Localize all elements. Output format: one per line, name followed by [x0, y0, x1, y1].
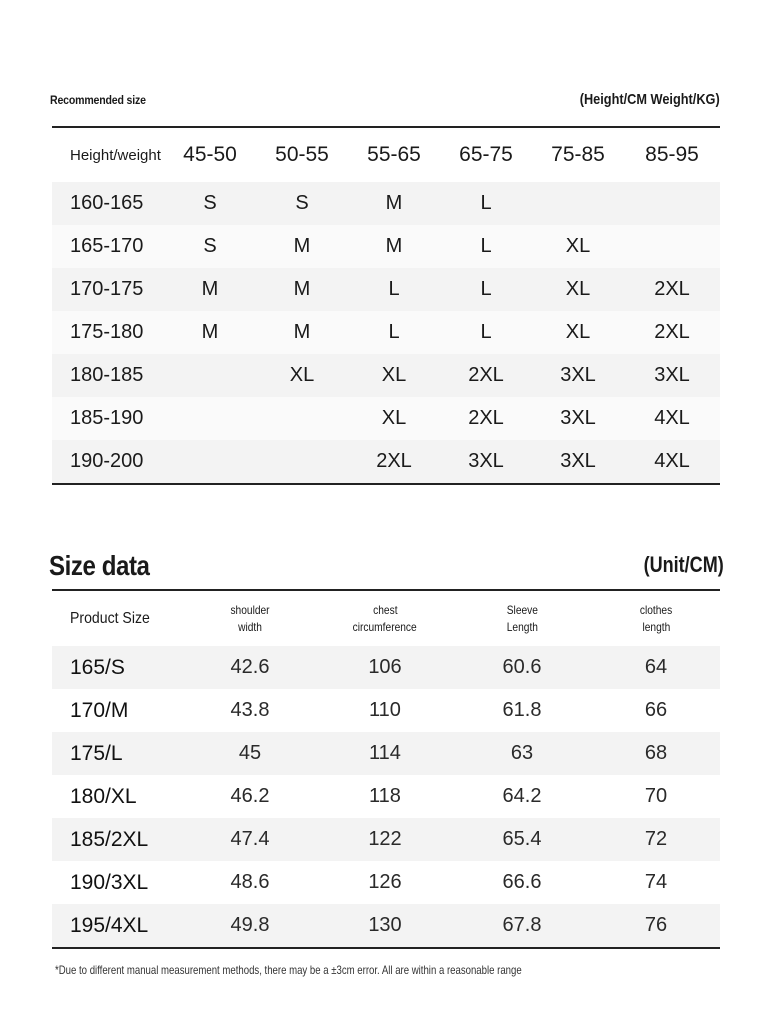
measurement-cell: 76 [592, 904, 720, 948]
measurement-cell: 64 [592, 646, 720, 689]
size-cell: L [440, 268, 532, 311]
size-cell [624, 225, 720, 268]
measurement-cell: 72 [592, 818, 720, 861]
size-cell: L [440, 182, 532, 225]
measurement-cell: 64.2 [452, 775, 592, 818]
size-cell: L [348, 311, 440, 354]
height-range-cell: 190-200 [52, 440, 164, 484]
size-cell: L [440, 225, 532, 268]
measurement-cell: 70 [592, 775, 720, 818]
column-header: clothes length [639, 602, 673, 634]
height-range-cell: 160-165 [52, 182, 164, 225]
product-size-cell: 170/M [52, 689, 182, 732]
size-cell: M [256, 225, 348, 268]
size-cell: 2XL [440, 397, 532, 440]
table-row [52, 354, 720, 397]
measurement-cell: 60.6 [452, 646, 592, 689]
column-header: Sleeve Length [506, 602, 538, 634]
size-data-header-row [52, 590, 720, 646]
height-weight-corner: Height/weight [52, 127, 164, 182]
measurement-disclaimer: *Due to different manual measurement methods, there may be a ±3cm error. All are within a reasonable range [55, 963, 522, 977]
size-cell [164, 440, 256, 484]
size-cell: 2XL [348, 440, 440, 484]
weight-column-header: 85-95 [624, 127, 720, 182]
product-size-header: Product Size [70, 610, 150, 627]
measurement-cell: 68 [592, 732, 720, 775]
size-cell: 2XL [624, 268, 720, 311]
size-data-unit: (Unit/CM) [643, 552, 724, 577]
measurement-cell: 66 [592, 689, 720, 732]
size-cell: XL [256, 354, 348, 397]
recommended-size-unit: (Height/CM Weight/KG) [580, 91, 720, 108]
size-cell: L [348, 268, 440, 311]
column-header: chest circumference [352, 602, 418, 634]
measurement-cell: 63 [452, 732, 592, 775]
size-cell: L [440, 311, 532, 354]
product-size-cell: 175/L [52, 732, 182, 775]
size-cell [256, 397, 348, 440]
column-header: shoulder width [230, 602, 270, 634]
table-row [52, 268, 720, 311]
height-range-cell: 170-175 [52, 268, 164, 311]
measurement-cell: 126 [318, 861, 452, 904]
height-range-cell: 165-170 [52, 225, 164, 268]
weight-column-header: 55-65 [348, 127, 440, 182]
measurement-cell: 46.2 [182, 775, 318, 818]
size-cell: M [256, 268, 348, 311]
table-row [52, 904, 720, 948]
weight-column-header: 75-85 [532, 127, 624, 182]
table-row [52, 440, 720, 484]
size-cell: 2XL [624, 311, 720, 354]
size-cell [164, 397, 256, 440]
table-row [52, 818, 720, 861]
measurement-cell: 43.8 [182, 689, 318, 732]
size-cell: XL [348, 354, 440, 397]
measurement-cell: 67.8 [452, 904, 592, 948]
recommended-size-table [52, 126, 720, 485]
measurement-cell: 42.6 [182, 646, 318, 689]
size-cell: S [164, 182, 256, 225]
size-cell: 4XL [624, 440, 720, 484]
measurement-cell: 45 [182, 732, 318, 775]
table-row [52, 311, 720, 354]
measurement-cell: 110 [318, 689, 452, 732]
size-cell: M [164, 311, 256, 354]
size-cell [256, 440, 348, 484]
size-cell: M [348, 225, 440, 268]
size-cell: XL [532, 225, 624, 268]
size-cell: M [256, 311, 348, 354]
measurement-cell: 74 [592, 861, 720, 904]
size-cell: M [348, 182, 440, 225]
size-data-table [52, 589, 720, 949]
table-row [52, 775, 720, 818]
size-cell: XL [532, 311, 624, 354]
size-data-title: Size data [49, 550, 150, 581]
measurement-cell: 106 [318, 646, 452, 689]
size-cell: 2XL [440, 354, 532, 397]
measurement-cell: 65.4 [452, 818, 592, 861]
size-cell [164, 354, 256, 397]
product-size-cell: 165/S [52, 646, 182, 689]
measurement-cell: 66.6 [452, 861, 592, 904]
table-row [52, 732, 720, 775]
size-cell: 3XL [532, 397, 624, 440]
measurement-cell: 122 [318, 818, 452, 861]
size-cell: XL [348, 397, 440, 440]
weight-column-header: 65-75 [440, 127, 532, 182]
recommended-size-caption: Recommended size [50, 93, 146, 107]
measurement-cell: 48.6 [182, 861, 318, 904]
product-size-cell: 195/4XL [52, 904, 182, 948]
size-cell: S [164, 225, 256, 268]
measurement-cell: 118 [318, 775, 452, 818]
size-cell: 4XL [624, 397, 720, 440]
measurement-cell: 47.4 [182, 818, 318, 861]
height-range-cell: 185-190 [52, 397, 164, 440]
table-row [52, 397, 720, 440]
table-row [52, 689, 720, 732]
size-cell: 3XL [440, 440, 532, 484]
weight-column-header: 50-55 [256, 127, 348, 182]
size-cell: 3XL [624, 354, 720, 397]
table-row [52, 182, 720, 225]
size-cell: 3XL [532, 440, 624, 484]
measurement-cell: 49.8 [182, 904, 318, 948]
recommended-header-row [52, 127, 720, 182]
product-size-cell: 185/2XL [52, 818, 182, 861]
product-size-cell: 180/XL [52, 775, 182, 818]
measurement-cell: 130 [318, 904, 452, 948]
table-row [52, 861, 720, 904]
height-range-cell: 175-180 [52, 311, 164, 354]
product-size-cell: 190/3XL [52, 861, 182, 904]
size-cell [532, 182, 624, 225]
weight-column-header: 45-50 [164, 127, 256, 182]
size-cell: 3XL [532, 354, 624, 397]
measurement-cell: 114 [318, 732, 452, 775]
size-cell: S [256, 182, 348, 225]
size-cell: XL [532, 268, 624, 311]
size-cell [624, 182, 720, 225]
table-row [52, 225, 720, 268]
height-range-cell: 180-185 [52, 354, 164, 397]
size-cell: M [164, 268, 256, 311]
measurement-cell: 61.8 [452, 689, 592, 732]
table-row [52, 646, 720, 689]
